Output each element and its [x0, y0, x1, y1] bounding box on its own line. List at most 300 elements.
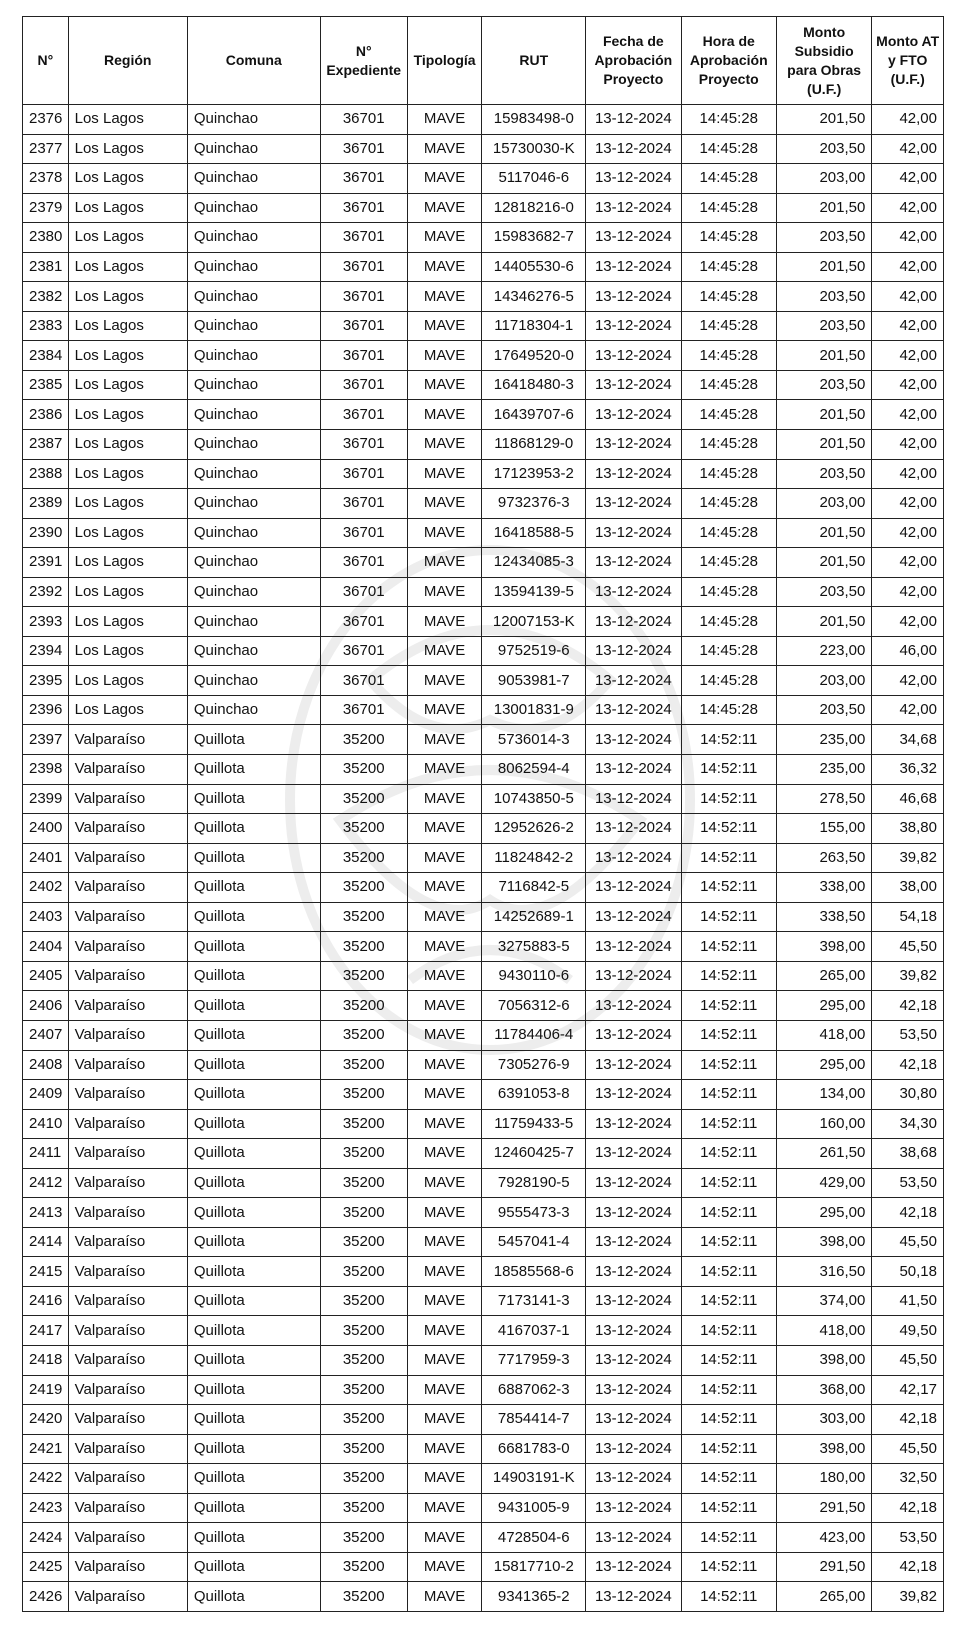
cell-comuna: Quillota [187, 1227, 320, 1257]
cell-monto-at: 42,18 [872, 1198, 944, 1228]
cell-numero: 2422 [23, 1464, 69, 1494]
cell-comuna: Quinchao [187, 134, 320, 164]
table-row [23, 134, 944, 164]
cell-monto-obras: 278,50 [776, 784, 871, 814]
cell-tipologia: MAVE [407, 1198, 482, 1228]
cell-comuna: Quinchao [187, 607, 320, 637]
table-row [23, 1286, 944, 1316]
cell-hora: 14:45:28 [681, 282, 776, 312]
cell-fecha: 13-12-2024 [586, 577, 681, 607]
cell-hora: 14:52:11 [681, 1434, 776, 1464]
cell-expediente: 35200 [320, 1316, 407, 1346]
cell-tipologia: MAVE [407, 1375, 482, 1405]
cell-tipologia: MAVE [407, 164, 482, 194]
cell-region: Valparaíso [68, 991, 187, 1021]
header-region: Región [68, 17, 187, 105]
cell-expediente: 35200 [320, 1109, 407, 1139]
cell-rut: 17649520-0 [482, 341, 586, 371]
cell-fecha: 13-12-2024 [586, 134, 681, 164]
cell-comuna: Quillota [187, 1257, 320, 1287]
cell-numero: 2407 [23, 1020, 69, 1050]
cell-region: Los Lagos [68, 134, 187, 164]
cell-hora: 14:52:11 [681, 1139, 776, 1169]
table-row [23, 1139, 944, 1169]
cell-region: Los Lagos [68, 105, 187, 135]
cell-region: Valparaíso [68, 1168, 187, 1198]
cell-monto-at: 42,18 [872, 1552, 944, 1582]
cell-monto-obras: 201,50 [776, 105, 871, 135]
cell-fecha: 13-12-2024 [586, 1523, 681, 1553]
cell-expediente: 35200 [320, 1020, 407, 1050]
cell-tipologia: MAVE [407, 282, 482, 312]
cell-region: Valparaíso [68, 1286, 187, 1316]
cell-fecha: 13-12-2024 [586, 1109, 681, 1139]
cell-hora: 14:45:28 [681, 193, 776, 223]
cell-expediente: 36701 [320, 695, 407, 725]
cell-expediente: 35200 [320, 1345, 407, 1375]
subsidy-table [22, 16, 944, 1612]
cell-monto-at: 42,00 [872, 193, 944, 223]
cell-monto-at: 39,82 [872, 1582, 944, 1612]
cell-region: Valparaíso [68, 1198, 187, 1228]
cell-monto-at: 42,18 [872, 1050, 944, 1080]
cell-rut: 18585568-6 [482, 1257, 586, 1287]
cell-comuna: Quillota [187, 1552, 320, 1582]
cell-monto-obras: 201,50 [776, 548, 871, 578]
cell-fecha: 13-12-2024 [586, 282, 681, 312]
cell-monto-obras: 316,50 [776, 1257, 871, 1287]
cell-numero: 2392 [23, 577, 69, 607]
cell-expediente: 36701 [320, 370, 407, 400]
cell-comuna: Quinchao [187, 636, 320, 666]
cell-monto-obras: 291,50 [776, 1493, 871, 1523]
table-row [23, 459, 944, 489]
cell-monto-at: 42,00 [872, 370, 944, 400]
cell-region: Los Lagos [68, 311, 187, 341]
cell-expediente: 35200 [320, 843, 407, 873]
cell-comuna: Quinchao [187, 282, 320, 312]
cell-numero: 2385 [23, 370, 69, 400]
cell-region: Los Lagos [68, 400, 187, 430]
cell-rut: 5117046-6 [482, 164, 586, 194]
cell-comuna: Quinchao [187, 105, 320, 135]
cell-tipologia: MAVE [407, 1582, 482, 1612]
cell-tipologia: MAVE [407, 695, 482, 725]
cell-rut: 4167037-1 [482, 1316, 586, 1346]
table-row [23, 991, 944, 1021]
cell-tipologia: MAVE [407, 1050, 482, 1080]
cell-tipologia: MAVE [407, 1552, 482, 1582]
cell-numero: 2398 [23, 755, 69, 785]
cell-rut: 14903191-K [482, 1464, 586, 1494]
cell-monto-obras: 203,00 [776, 489, 871, 519]
cell-comuna: Quillota [187, 1286, 320, 1316]
table-row [23, 843, 944, 873]
cell-fecha: 13-12-2024 [586, 843, 681, 873]
cell-fecha: 13-12-2024 [586, 1464, 681, 1494]
table-row [23, 1434, 944, 1464]
cell-fecha: 13-12-2024 [586, 193, 681, 223]
table-row [23, 814, 944, 844]
cell-region: Valparaíso [68, 1552, 187, 1582]
cell-tipologia: MAVE [407, 1286, 482, 1316]
cell-hora: 14:52:11 [681, 784, 776, 814]
cell-comuna: Quinchao [187, 341, 320, 371]
cell-numero: 2395 [23, 666, 69, 696]
table-row [23, 370, 944, 400]
cell-comuna: Quinchao [187, 459, 320, 489]
cell-monto-at: 42,00 [872, 311, 944, 341]
cell-rut: 10743850-5 [482, 784, 586, 814]
cell-hora: 14:52:11 [681, 1345, 776, 1375]
cell-fecha: 13-12-2024 [586, 400, 681, 430]
cell-hora: 14:45:28 [681, 459, 776, 489]
cell-region: Valparaíso [68, 1582, 187, 1612]
cell-numero: 2378 [23, 164, 69, 194]
table-row [23, 105, 944, 135]
cell-monto-obras: 429,00 [776, 1168, 871, 1198]
cell-numero: 2419 [23, 1375, 69, 1405]
cell-rut: 17123953-2 [482, 459, 586, 489]
cell-expediente: 36701 [320, 252, 407, 282]
cell-numero: 2379 [23, 193, 69, 223]
cell-expediente: 35200 [320, 1168, 407, 1198]
cell-numero: 2387 [23, 430, 69, 460]
cell-rut: 7928190-5 [482, 1168, 586, 1198]
cell-monto-obras: 423,00 [776, 1523, 871, 1553]
cell-hora: 14:45:28 [681, 577, 776, 607]
cell-monto-at: 42,00 [872, 607, 944, 637]
cell-tipologia: MAVE [407, 1227, 482, 1257]
cell-numero: 2412 [23, 1168, 69, 1198]
cell-region: Valparaíso [68, 843, 187, 873]
cell-fecha: 13-12-2024 [586, 223, 681, 253]
cell-monto-obras: 418,00 [776, 1020, 871, 1050]
cell-expediente: 35200 [320, 755, 407, 785]
cell-tipologia: MAVE [407, 1493, 482, 1523]
cell-comuna: Quinchao [187, 430, 320, 460]
cell-fecha: 13-12-2024 [586, 1316, 681, 1346]
cell-expediente: 35200 [320, 1257, 407, 1287]
cell-monto-obras: 265,00 [776, 1582, 871, 1612]
table-row [23, 1523, 944, 1553]
cell-monto-at: 42,00 [872, 548, 944, 578]
cell-rut: 15983682-7 [482, 223, 586, 253]
header-expediente: N° Expediente [320, 17, 407, 105]
cell-monto-at: 39,82 [872, 843, 944, 873]
cell-fecha: 13-12-2024 [586, 607, 681, 637]
cell-monto-at: 46,00 [872, 636, 944, 666]
cell-monto-at: 30,80 [872, 1080, 944, 1110]
cell-expediente: 36701 [320, 341, 407, 371]
cell-monto-at: 42,18 [872, 1493, 944, 1523]
cell-tipologia: MAVE [407, 666, 482, 696]
table-row [23, 1080, 944, 1110]
cell-region: Los Lagos [68, 370, 187, 400]
cell-fecha: 13-12-2024 [586, 1227, 681, 1257]
table-row [23, 1168, 944, 1198]
cell-expediente: 36701 [320, 134, 407, 164]
cell-region: Valparaíso [68, 1405, 187, 1435]
cell-fecha: 13-12-2024 [586, 1286, 681, 1316]
table-row [23, 341, 944, 371]
cell-rut: 13001831-9 [482, 695, 586, 725]
cell-rut: 7056312-6 [482, 991, 586, 1021]
cell-tipologia: MAVE [407, 607, 482, 637]
cell-monto-obras: 303,00 [776, 1405, 871, 1435]
cell-monto-at: 42,00 [872, 134, 944, 164]
cell-numero: 2394 [23, 636, 69, 666]
cell-fecha: 13-12-2024 [586, 1050, 681, 1080]
cell-monto-at: 42,18 [872, 1405, 944, 1435]
cell-comuna: Quillota [187, 961, 320, 991]
cell-hora: 14:52:11 [681, 1109, 776, 1139]
cell-fecha: 13-12-2024 [586, 636, 681, 666]
cell-hora: 14:52:11 [681, 902, 776, 932]
cell-expediente: 36701 [320, 223, 407, 253]
cell-monto-obras: 398,00 [776, 932, 871, 962]
cell-expediente: 36701 [320, 636, 407, 666]
cell-numero: 2410 [23, 1109, 69, 1139]
cell-numero: 2408 [23, 1050, 69, 1080]
cell-expediente: 36701 [320, 518, 407, 548]
cell-comuna: Quillota [187, 1109, 320, 1139]
cell-monto-obras: 235,00 [776, 755, 871, 785]
cell-monto-at: 42,00 [872, 164, 944, 194]
cell-monto-obras: 201,50 [776, 341, 871, 371]
cell-monto-obras: 203,50 [776, 459, 871, 489]
cell-monto-obras: 295,00 [776, 991, 871, 1021]
cell-rut: 14252689-1 [482, 902, 586, 932]
cell-region: Valparaíso [68, 1345, 187, 1375]
cell-numero: 2421 [23, 1434, 69, 1464]
cell-numero: 2380 [23, 223, 69, 253]
cell-monto-at: 53,50 [872, 1020, 944, 1050]
cell-rut: 9752519-6 [482, 636, 586, 666]
cell-fecha: 13-12-2024 [586, 695, 681, 725]
cell-tipologia: MAVE [407, 1020, 482, 1050]
table-row [23, 193, 944, 223]
cell-comuna: Quillota [187, 991, 320, 1021]
table-row [23, 932, 944, 962]
cell-comuna: Quillota [187, 1050, 320, 1080]
cell-hora: 14:52:11 [681, 1405, 776, 1435]
cell-monto-obras: 203,50 [776, 577, 871, 607]
table-row [23, 1493, 944, 1523]
cell-monto-obras: 203,50 [776, 311, 871, 341]
cell-monto-obras: 203,50 [776, 370, 871, 400]
cell-tipologia: MAVE [407, 932, 482, 962]
table-row [23, 282, 944, 312]
cell-numero: 2411 [23, 1139, 69, 1169]
cell-fecha: 13-12-2024 [586, 518, 681, 548]
table-row [23, 755, 944, 785]
cell-tipologia: MAVE [407, 784, 482, 814]
cell-comuna: Quinchao [187, 164, 320, 194]
cell-hora: 14:52:11 [681, 1020, 776, 1050]
cell-region: Valparaíso [68, 932, 187, 962]
cell-region: Los Lagos [68, 695, 187, 725]
cell-rut: 16418480-3 [482, 370, 586, 400]
cell-rut: 7173141-3 [482, 1286, 586, 1316]
cell-comuna: Quillota [187, 1139, 320, 1169]
cell-expediente: 35200 [320, 1464, 407, 1494]
table-row [23, 1050, 944, 1080]
cell-fecha: 13-12-2024 [586, 164, 681, 194]
cell-expediente: 36701 [320, 193, 407, 223]
cell-region: Los Lagos [68, 282, 187, 312]
cell-hora: 14:52:11 [681, 1523, 776, 1553]
cell-region: Valparaíso [68, 1109, 187, 1139]
cell-expediente: 35200 [320, 1523, 407, 1553]
cell-comuna: Quillota [187, 1316, 320, 1346]
table-row [23, 1464, 944, 1494]
cell-expediente: 36701 [320, 548, 407, 578]
cell-hora: 14:45:28 [681, 105, 776, 135]
cell-comuna: Quillota [187, 1020, 320, 1050]
table-row [23, 666, 944, 696]
cell-region: Los Lagos [68, 223, 187, 253]
cell-hora: 14:45:28 [681, 341, 776, 371]
cell-hora: 14:45:28 [681, 489, 776, 519]
cell-monto-obras: 155,00 [776, 814, 871, 844]
cell-monto-at: 42,00 [872, 400, 944, 430]
cell-region: Valparaíso [68, 725, 187, 755]
cell-region: Valparaíso [68, 1434, 187, 1464]
table-row [23, 164, 944, 194]
cell-hora: 14:52:11 [681, 725, 776, 755]
cell-expediente: 36701 [320, 400, 407, 430]
cell-monto-obras: 201,50 [776, 400, 871, 430]
cell-rut: 12952626-2 [482, 814, 586, 844]
cell-rut: 7305276-9 [482, 1050, 586, 1080]
cell-comuna: Quinchao [187, 695, 320, 725]
cell-hora: 14:52:11 [681, 1080, 776, 1110]
header-comuna: Comuna [187, 17, 320, 105]
cell-region: Valparaíso [68, 873, 187, 903]
cell-numero: 2389 [23, 489, 69, 519]
table-row [23, 489, 944, 519]
header-rut: RUT [482, 17, 586, 105]
cell-monto-at: 45,50 [872, 932, 944, 962]
cell-numero: 2388 [23, 459, 69, 489]
cell-expediente: 36701 [320, 607, 407, 637]
cell-monto-obras: 295,00 [776, 1050, 871, 1080]
cell-comuna: Quillota [187, 1080, 320, 1110]
cell-numero: 2391 [23, 548, 69, 578]
cell-monto-obras: 263,50 [776, 843, 871, 873]
table-row [23, 607, 944, 637]
cell-comuna: Quillota [187, 784, 320, 814]
cell-region: Valparaíso [68, 961, 187, 991]
cell-comuna: Quillota [187, 843, 320, 873]
cell-region: Valparaíso [68, 1050, 187, 1080]
cell-monto-at: 32,50 [872, 1464, 944, 1494]
cell-rut: 16439707-6 [482, 400, 586, 430]
cell-comuna: Quinchao [187, 548, 320, 578]
cell-monto-at: 41,50 [872, 1286, 944, 1316]
cell-monto-at: 39,82 [872, 961, 944, 991]
cell-fecha: 13-12-2024 [586, 902, 681, 932]
cell-fecha: 13-12-2024 [586, 370, 681, 400]
cell-tipologia: MAVE [407, 1345, 482, 1375]
cell-rut: 11868129-0 [482, 430, 586, 460]
cell-monto-obras: 134,00 [776, 1080, 871, 1110]
cell-region: Los Lagos [68, 607, 187, 637]
cell-region: Los Lagos [68, 193, 187, 223]
header-hora: Hora de Aprobación Proyecto [681, 17, 776, 105]
cell-hora: 14:52:11 [681, 1198, 776, 1228]
cell-comuna: Quillota [187, 1493, 320, 1523]
cell-tipologia: MAVE [407, 636, 482, 666]
cell-region: Valparaíso [68, 1139, 187, 1169]
cell-monto-obras: 201,50 [776, 607, 871, 637]
cell-region: Los Lagos [68, 430, 187, 460]
cell-region: Valparaíso [68, 1493, 187, 1523]
table-row [23, 400, 944, 430]
cell-numero: 2377 [23, 134, 69, 164]
cell-region: Los Lagos [68, 666, 187, 696]
cell-hora: 14:52:11 [681, 1464, 776, 1494]
cell-monto-at: 45,50 [872, 1227, 944, 1257]
cell-comuna: Quillota [187, 1464, 320, 1494]
cell-hora: 14:45:28 [681, 430, 776, 460]
cell-tipologia: MAVE [407, 1257, 482, 1287]
cell-region: Los Lagos [68, 341, 187, 371]
cell-comuna: Quillota [187, 932, 320, 962]
cell-monto-at: 42,00 [872, 695, 944, 725]
cell-monto-at: 34,68 [872, 725, 944, 755]
cell-rut: 12818216-0 [482, 193, 586, 223]
cell-expediente: 36701 [320, 489, 407, 519]
cell-tipologia: MAVE [407, 577, 482, 607]
cell-expediente: 36701 [320, 164, 407, 194]
cell-tipologia: MAVE [407, 1109, 482, 1139]
cell-tipologia: MAVE [407, 252, 482, 282]
cell-region: Valparaíso [68, 1523, 187, 1553]
cell-fecha: 13-12-2024 [586, 1493, 681, 1523]
cell-monto-obras: 398,00 [776, 1345, 871, 1375]
cell-region: Valparaíso [68, 1020, 187, 1050]
cell-region: Valparaíso [68, 814, 187, 844]
cell-rut: 7116842-5 [482, 873, 586, 903]
cell-rut: 12460425-7 [482, 1139, 586, 1169]
cell-monto-at: 42,00 [872, 282, 944, 312]
cell-fecha: 13-12-2024 [586, 961, 681, 991]
cell-comuna: Quillota [187, 1434, 320, 1464]
cell-fecha: 13-12-2024 [586, 1139, 681, 1169]
header-monto-at: Monto AT y FTO (U.F.) [872, 17, 944, 105]
cell-fecha: 13-12-2024 [586, 755, 681, 785]
cell-monto-obras: 291,50 [776, 1552, 871, 1582]
cell-tipologia: MAVE [407, 400, 482, 430]
cell-numero: 2406 [23, 991, 69, 1021]
cell-region: Los Lagos [68, 548, 187, 578]
cell-monto-at: 42,00 [872, 430, 944, 460]
cell-monto-at: 45,50 [872, 1345, 944, 1375]
cell-monto-obras: 201,50 [776, 518, 871, 548]
cell-region: Valparaíso [68, 1257, 187, 1287]
cell-monto-obras: 180,00 [776, 1464, 871, 1494]
cell-comuna: Quinchao [187, 400, 320, 430]
cell-numero: 2415 [23, 1257, 69, 1287]
cell-fecha: 13-12-2024 [586, 1168, 681, 1198]
cell-numero: 2397 [23, 725, 69, 755]
cell-rut: 7717959-3 [482, 1345, 586, 1375]
cell-fecha: 13-12-2024 [586, 1582, 681, 1612]
cell-fecha: 13-12-2024 [586, 311, 681, 341]
cell-rut: 6681783-0 [482, 1434, 586, 1464]
